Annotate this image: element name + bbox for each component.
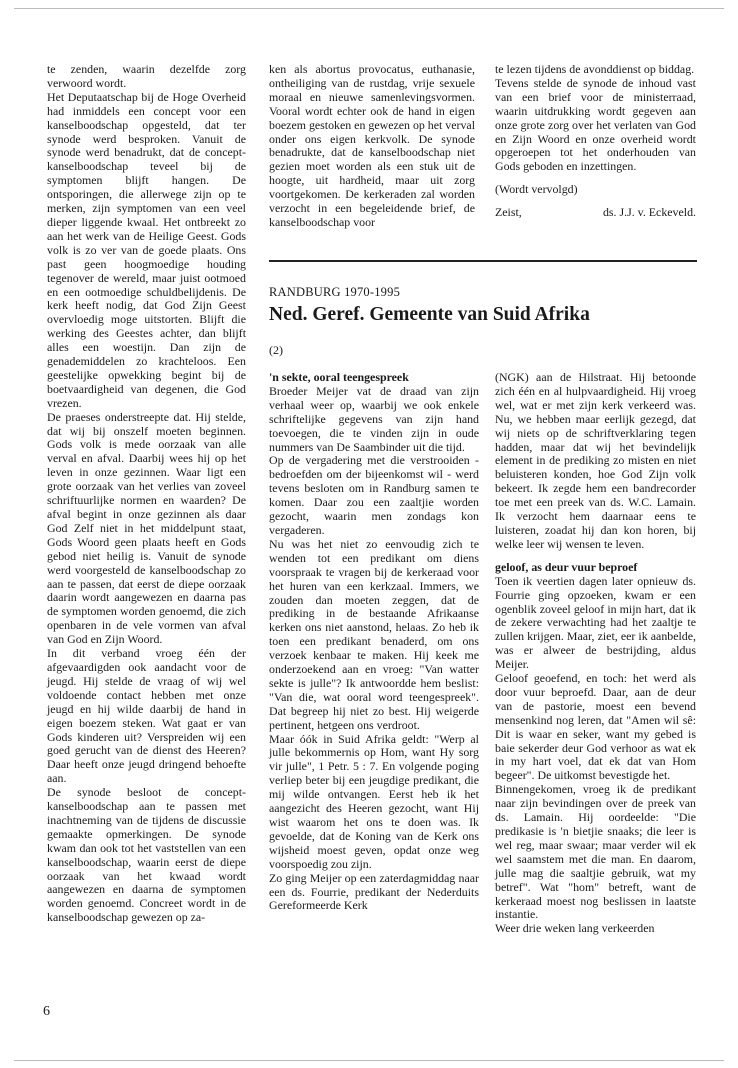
- paragraph: De praeses onderstreepte dat. Hij stelde, dat wij bij onszelf moeten beginnen. Gods volk is mede oorzaak van alle verval en afval. Daarbij wees hij op het leven in onze gezinnen. Waar ligt een grote oorzaak van het verlies van zoveel schriftuurlijke normen en waarden? De afval begint in onze gezinnen als daar God Zelf niet in het middelpunt staat, Gods Woord geen plaats heeft en Gods gebod niet heilig is. Vanuit de synode werd voorgesteld de kanselboodschap zo aan te passen, dat eerst de diepe oorzaak daarin wordt aangewezen en daarna pas de symptomen worden genoemd, die zich openbaren in de vele vormen van afval van God en Zijn Woord.: [47, 409, 246, 647]
- signature: [495, 206, 696, 220]
- article-title: Ned. Geref. Gemeente van Suid Afrika: [269, 304, 590, 325]
- paragraph: Weer drie weken lang verkeerden: [495, 921, 655, 936]
- article-part: (2): [269, 343, 283, 357]
- paragraph: Broeder Meijer vat de draad van zijn verhaal weer op, waarbij we ook enkele schriftelijke gegevens van zijn hand toevoegen, die te vinden zijn in oude nummers van De Saambinder uit die tijd.: [269, 383, 479, 454]
- paragraph: Het Deputaatschap bij de Hoge Overheid had inmiddels een concept voor een kanselboodschap opgesteld, dat ter synode werd besproken. Vanuit de synode werd benadrukt, dat de concept-kanselboodschap teveel bij de symptomen blijft hangen. De ontsporingen, die allerwege zijn op te merken, zijn symptomen van een veel dieper liggende kwaal. Het ontbreekt zo aan het werk van de Heilige Geest. Gods volk is zo ver van de goede plaats. Ons past geen hoogmoedige houding tegenover de wereld, maar juist ootmoed en een ootmoedige schuldbelijdenis. De kerk heeft nodig, dat God Zijn Geest overvloedig moge uitstorten. Blijft die werking des Geestes achter, dan blijft alles een woestijn. Dan zijn de genademiddelen zo krachteloos. Een geestelijke opwekking begint bij de boetvaardigheid van degenen, die God vrezen.: [47, 89, 246, 410]
- paragraph: Maar óók in Suid Afrika geldt: "Werp al julle bekommernis op Hom, want Hy sorg vir julle", 1 Petr. 5 : 7. En volgende poging verliep beter bij een jeugdige predikant, die mij wilde ontvangen. Eerst heb ik het aangezicht des Heeren gezocht, want Hij wist waarom het ons te doen was. Ik gevoelde, dat de Koning van de Kerk ons wijsheid moest geven, opdat onze weg voorspoedig zou zijn.: [269, 731, 479, 871]
- continued-note: (Wordt vervolgd): [495, 182, 578, 197]
- column-2: [269, 63, 475, 230]
- paragraph: Toen ik veertien dagen later opnieuw ds. Fourrie ging opzoeken, kwam er een ogenblik zoveel geloof in mijn hart, dat ik de zekere verwachting had het zaaltje te zullen krijgen. Maar, ziet, eer ik aanbelde, was er alweer de bestrijding, aldus Meijer.: [495, 573, 696, 672]
- page-bottom-border: [14, 1060, 724, 1061]
- signature-place: Zeist,: [495, 205, 522, 220]
- paragraph: Op de vergadering met die verstrooiden - bedroefden om der bijeenkomst wil - werd tevens besloten om in Randburg samen te komen. Daar zou een zaaltjie worden gezocht, waarin men zondags kon vergaderen.: [269, 453, 479, 537]
- paragraph: In dit verband vroeg één der afgevaardigden ook aandacht voor de jeugd. Hij stelde de vraag of wij wel voldoende contact hebben met onze jeugd en hij wilde daarbij de hand in eigen boezem steken. Wat gaat er van Gods kinderen uit? Verspreiden wij een goed gerucht van de dienst des Heeren? Daar heeft onze jeugd dringend behoefte aan.: [47, 646, 246, 786]
- signature-name: ds. J.J. v. Eckeveld.: [602, 205, 696, 220]
- column-5: [495, 371, 696, 936]
- paragraph: Zo ging Meijer op een zaterdagmiddag naar een ds. Fourrie, predikant der Nederduits Gereformeerde Kerk: [269, 870, 479, 913]
- paragraph: Geloof geoefend, en toch: het werd als door vuur beproefd. Daar, aan de deur van de pastorie, moest een bevend mensenkind nog leren, dat "Amen wil sê: Dit is waar en seker, want my gebed is baie sekerder deur God verhoor as wat ek in my hart voel, dat ek dat van Hom begeer". De uitkomst bevestigde het.: [495, 671, 696, 783]
- subheading: geloof, as deur vuur beproef: [495, 559, 638, 574]
- article-kicker: RANDBURG 1970-1995: [269, 285, 401, 299]
- paragraph: Tevens stelde de synode de inhoud vast van een brief voor de ministerraad, waarin uitdrukking wordt gegeven aan onze grote zorg over het verlaten van God en Zijn Woord en onze overheid wordt opgeroepen tot het onderhouden van Gods geboden en inzettingen.: [495, 75, 696, 174]
- paragraph: Binnengekomen, vroeg ik de predikant naar zijn bevindingen over de preek van ds. Lamain. Hij oordeelde: "Die predikasie is 'n bietjie snaaks; die leer is wel reg, maar swaar; maar verder wil ek wel saamstem met die man. En daarom, julle mag die saaltjie gebruik, wat my betref". Wat "hom" betreft, want de kerkeraad moest nog beslissen in laatste instantie.: [495, 782, 696, 922]
- column-3: [495, 63, 696, 220]
- page-number: 6: [43, 1004, 50, 1019]
- page-top-border: [14, 8, 724, 9]
- subheading: 'n sekte, ooral teengespreek: [269, 370, 409, 384]
- article-divider: [269, 260, 697, 262]
- paragraph: ken als abortus provocatus, euthanasie, ontheiliging van de rustdag, vrije sexuele moraal en nieuwe samenlevingsvormen. Vooral wordt echter ook de hand in eigen boezem gestoken en gewezen op het verval onder ons eigen kerkvolk. De synode benadrukte, dat de kanselboodschap niet gezien moet worden als een stuk uit de hoogte, uit hardheid, maar uit zorg voortgekomen. De kerkeraden zal worden verzocht in een begeleidende brief, de kanselboodschap voor: [269, 62, 476, 229]
- paragraph: Nu was het niet zo eenvoudig zich te wenden tot een predikant om diens voorspraak te vragen bij de kerkeraad voor het huren van een kerkzaal. Immers, we zouden dan moeten zeggen, dat de prediking in de bestaande Afrikaanse kerken ons niet aanstond, helaas. Zo heb ik toen een predikant benaderd, om ons verzoek kenbaar te maken. Hij keek me onderzoekend aan en vroeg: "Van watter sekte is julle"? Ik antwoordde hem beslist: "Van die, wat ooral word teengespreek". Dat begreep hij niet zo best. Hij weigerde pertinent, hetgeen ons verdroot.: [269, 536, 479, 732]
- paragraph: te zenden, waarin dezelfde zorg verwoord wordt.: [47, 62, 246, 90]
- column-1: [47, 63, 246, 925]
- paragraph: (NGK) aan de Hilstraat. Hij betoonde zich één en al hulpvaardigheid. Hij vroeg wel, wat er met zijn kerk verkeerd was. Nu, we hebben maar eerlijk gezegd, dat wij niets op de schriftverklaring tegen hadden, maar dat wij het bevindelijk element in de prediking zo misten en niet beluisteren konden, hoe God Zijn volk bekeert. Ik zegde hem een bandrecorder toe met een preek van ds. W.C. Lamain. Ik verzocht hem daarnaar eens te luisteren, zoadat hij dan kon horen, bij welke leer wij wensen te leven.: [495, 370, 696, 551]
- paragraph: De synode besloot de concept-kanselboodschap aan te passen met inachtneming van de tijdens de discussie gemaakte opmerkingen. De synode kwam dan ook tot het vaststellen van een kanselboodschap, waarin eerst de diepe oorzaak van het kwaad wordt aangewezen en daarna de symptomen worden genoemd. Concreet wordt in de kanselboodschap gewezen op za-: [47, 785, 246, 925]
- column-4: [269, 371, 479, 913]
- paragraph: te lezen tijdens de avonddienst op biddag.: [495, 62, 695, 76]
